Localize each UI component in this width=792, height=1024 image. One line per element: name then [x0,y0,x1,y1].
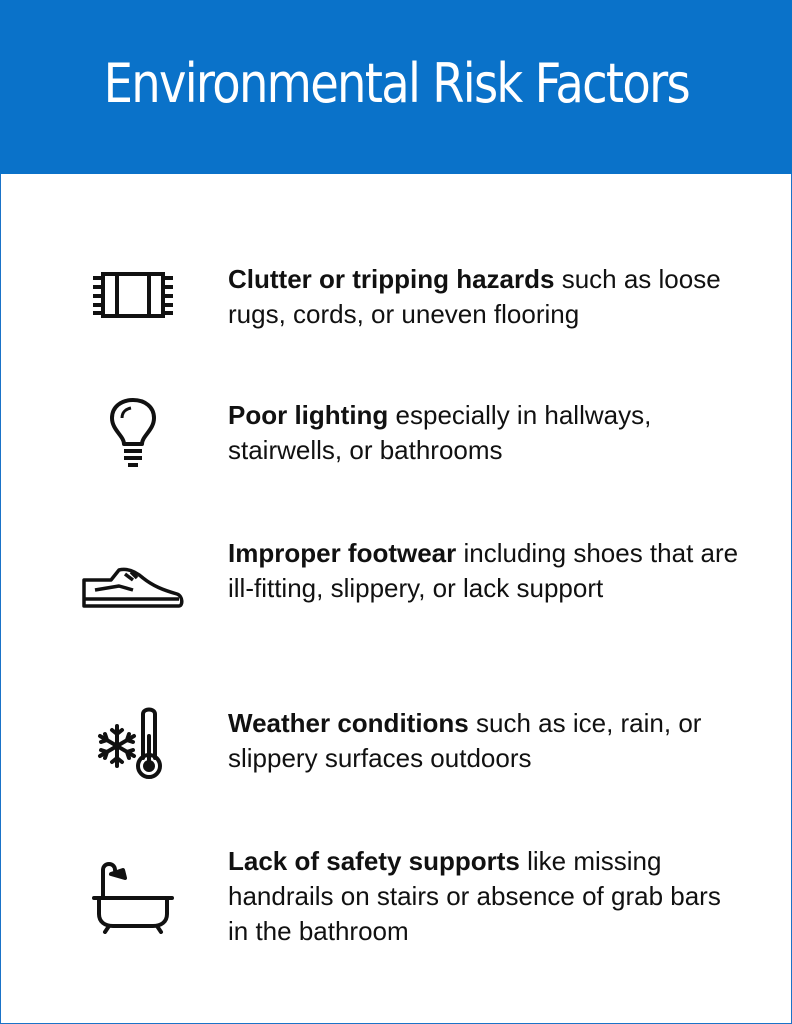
list-item-description: like missing handrails on stairs or absence of grab bars in the bathroom [228,846,721,946]
list-item-heading: Clutter or tripping hazards [228,264,555,294]
list-item-heading: Poor lighting [228,400,389,430]
list-item-description: such as loose rugs, cords, or uneven flooring [228,264,721,329]
lightbulb-icon [80,398,186,468]
list-item-text [228,844,748,949]
cold-thermometer-icon [80,706,186,780]
bathtub-icon [80,858,186,934]
page-title: Environmental Risk Factors [103,51,689,115]
list-item-description: such as ice, rain, or slippery surfaces outdoors [228,708,702,773]
shoe-icon [80,566,186,610]
list-item-text [228,706,748,776]
list-item-text [228,536,748,606]
list-item-text [228,262,748,332]
list-item-description: including shoes that are ill-fitting, slippery, or lack support [228,538,739,603]
list-item-description: especially in hallways, stairwells, or bathrooms [228,400,652,465]
rug-icon [80,270,186,320]
list-item-heading: Weather conditions [228,708,469,738]
list-item-text [228,398,748,468]
header-banner [0,0,792,174]
list-item-heading: Lack of safety supports [228,846,520,876]
list-item-heading: Improper footwear [228,538,457,568]
